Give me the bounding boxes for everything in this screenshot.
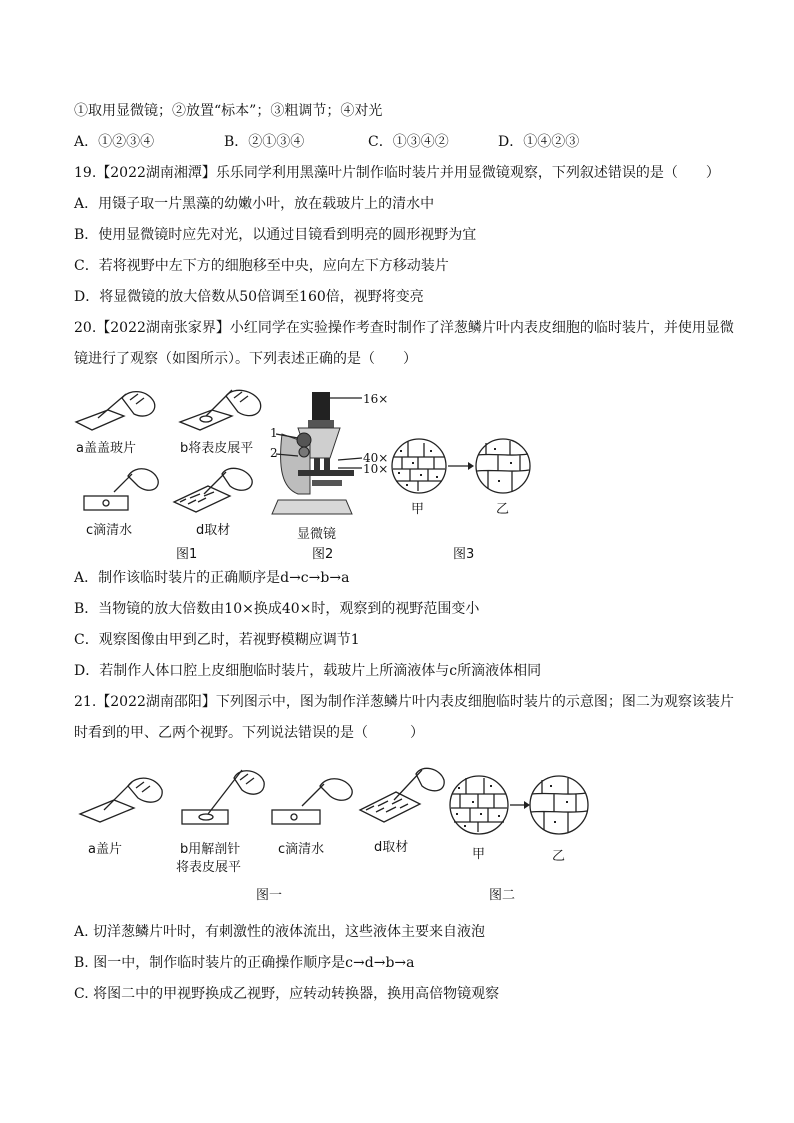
q21-option-b: B. 图一中，制作临时装片的正确操作顺序是c→d→b→a	[74, 955, 415, 971]
q21-fig1-step-d-sketch	[356, 764, 446, 830]
q20-stem-line1: 20.【2022湖南张家界】小红同学在实验操作考查时制作了洋葱鳞片叶内表皮细胞的临时装片，并使用显微	[74, 320, 734, 336]
q18-option-c: C．①③④②	[368, 134, 449, 150]
q19-stem: 19.【2022湖南湘潭】乐乐同学利用黑藻叶片制作临时装片并用显微镜观察，下列叙述错误的是（ ）	[74, 165, 720, 181]
q20-view-jia	[390, 437, 448, 495]
q21-fig1-step-b-label-line2: 将表皮展平	[176, 860, 242, 875]
q21-fig2-caption: 图二	[489, 888, 516, 903]
q21-option-c: C. 将图二中的甲视野换成乙视野，应转动转换器，换用高倍物镜观察	[74, 986, 500, 1002]
q20-fig1-caption: 图1	[176, 547, 198, 562]
q21-view-arrow	[510, 799, 530, 811]
q20-fig1-step-c-sketch	[76, 462, 166, 518]
q20-fig1-step-a-label: a盖盖玻片	[76, 441, 136, 456]
q19-option-a: A．用镊子取一片黑藻的幼嫩小叶，放在载玻片上的清水中	[74, 196, 435, 212]
q20-fig1-step-c-label: c滴清水	[86, 523, 133, 538]
q20-fig2-caption: 图2	[312, 547, 334, 562]
q20-option-b: B．当物镜的放大倍数由10×换成40×时，观察到的视野范围变小	[74, 601, 480, 617]
q21-fig1-step-d-label: d取材	[374, 840, 409, 855]
q20-fig1-step-d-sketch	[168, 462, 258, 518]
q19-option-c: C．若将视野中左下方的细胞移至中央，应向左下方移动装片	[74, 258, 449, 274]
q21-view-yi	[528, 774, 590, 836]
q20-fig1-step-d-label: d取材	[196, 523, 231, 538]
q20-objective-low-label: 10×	[363, 462, 389, 476]
q21-fig1-step-b-label-line1: b用解剖针	[180, 842, 241, 857]
q20-fig3-caption: 图3	[453, 547, 475, 562]
q20-view-arrow	[448, 460, 474, 472]
q19-option-b: B．使用显微镜时应先对光，以通过目镜看到明亮的圆形视野为宜	[74, 227, 477, 243]
q21-fig1-caption: 图一	[256, 888, 283, 903]
q20-fig1-step-b-label: b将表皮展平	[180, 441, 254, 456]
q21-view-jia	[448, 774, 510, 836]
q20-microscope-pointer-lines	[262, 392, 372, 476]
q20-fig1-step-b-sketch	[176, 386, 266, 438]
q18-option-d: D．①④②③	[498, 134, 580, 150]
q20-part-label-1: 1	[270, 426, 278, 440]
q21-fig1-step-a-label: a盖片	[88, 842, 122, 857]
q21-fig1-step-c-label: c滴清水	[278, 842, 325, 857]
q20-fig1-step-a-sketch	[72, 386, 162, 438]
q21-view-jia-label: 甲	[472, 847, 486, 862]
q20-objective-high-label: 40×	[363, 451, 389, 465]
q21-option-a: A. 切洋葱鳞片叶时，有刺激性的液体流出，这些液体主要来自液泡	[74, 924, 486, 940]
q20-view-yi	[474, 437, 532, 495]
q21-fig1-step-c-sketch	[268, 770, 358, 830]
q20-part-label-2: 2	[270, 446, 278, 460]
q18-option-b: B．②①③④	[224, 134, 305, 150]
q19-option-d: D．将显微镜的放大倍数从50倍调至160倍，视野将变亮	[74, 289, 424, 305]
q21-fig1-step-a-sketch	[76, 770, 166, 830]
q20-eyepiece-label: 16×	[363, 392, 389, 406]
q21-view-yi-label: 乙	[552, 849, 566, 864]
q21-fig1-step-b-sketch	[178, 764, 268, 830]
q20-option-d: D．若制作人体口腔上皮细胞临时装片，载玻片上所滴液体与c所滴液体相同	[74, 663, 542, 679]
q20-option-c: C．观察图像由甲到乙时，若视野模糊应调节1	[74, 632, 360, 648]
q20-view-jia-label: 甲	[411, 502, 425, 517]
q20-microscope-caption: 显微镜	[297, 527, 337, 542]
q20-view-yi-label: 乙	[496, 502, 510, 517]
q21-stem-line2: 时看到的甲、乙两个视野。下列说法错误的是（ ）	[74, 725, 424, 741]
q20-stem-line2: 镜进行了观察（如图所示）。下列表述正确的是（ ）	[74, 351, 417, 367]
q20-option-a: A．制作该临时装片的正确顺序是d→c→b→a	[74, 570, 350, 586]
q18-steps: ①取用显微镜；②放置“标本”；③粗调节；④对光	[74, 103, 383, 119]
q18-option-a: A．①②③④	[74, 134, 155, 150]
q21-stem-line1: 21.【2022湖南邵阳】下列图示中，图为制作洋葱鳞片叶内表皮细胞临时装片的示意图；图二为观察该装片	[74, 694, 734, 710]
